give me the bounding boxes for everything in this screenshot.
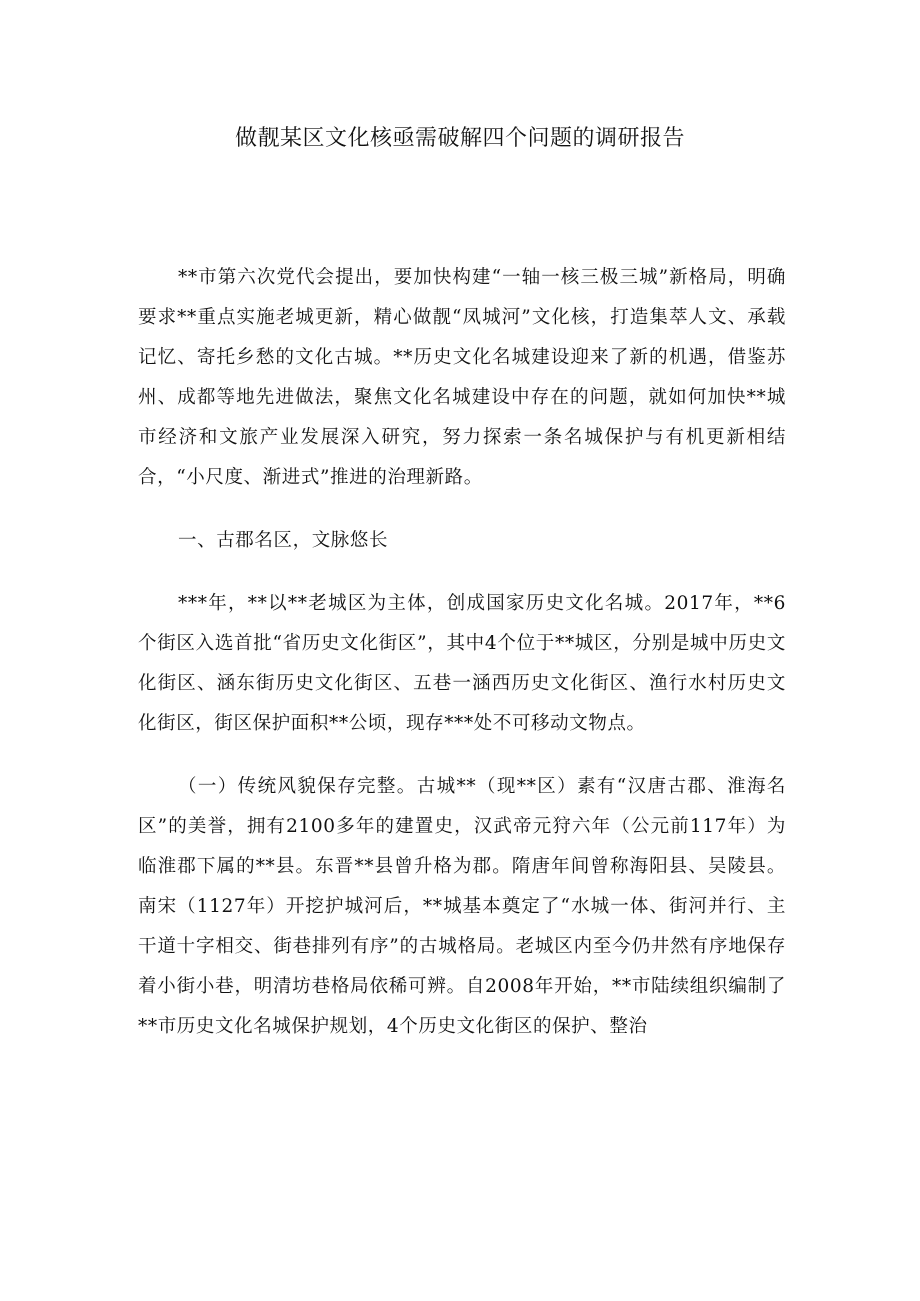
section-heading: 一、古郡名区，文脉悠长: [178, 530, 389, 551]
intro-paragraph: **市第六次党代会提出，要加快构建“一轴一核三极三城”新格局，明确要求**重点实施老城更新，精心做靓“凤城河”文化核，打造集萃人文、承载记忆、寄托乡愁的文化古城。**历史文化名城建设迎来了新的机遇，借鉴苏州、成都等地先进做法，聚焦文化名城建设中存在的问题，就如何加快**城市经济和文旅产业发展深入研究，努力探索一条名城保护与有机更新相结合，“小尺度、渐进式”推进的治理新路。: [138, 267, 786, 488]
document-title: 做靓某区文化核亟需破解四个问题的调研报告: [234, 126, 685, 151]
history-paragraph: ***年，**以**老城区为主体，创成国家历史文化名城。2017年，**6个街区入选首批“省历史文化街区”，其中4个位于**城区，分别是城中历史文化街区、涵东街历史文化街区、五巷一涵西历史文化街区、渔行水村历史文化街区，街区保护面积**公顷，现存***处不可移动文物点。: [138, 593, 786, 734]
document-body: [138, 258, 786, 1070]
subsection-paragraph: （一）传统风貌保存完整。古城**（现**区）素有“汉唐古郡、淮海名区”的美誉，拥有2100多年的建置史，汉武帝元狩六年（公元前117年）为临淮郡下属的**县。东晋**县曾升格为郡。隋唐年间曾称海阳县、吴陵县。南宋（1127年）开挖护城河后，**城基本奠定了“水城一体、街河并行、主干道十字相交、街巷排列有序”的古城格局。老城区内至今仍井然有序地保存着小街小巷，明清坊巷格局依稀可辨。自2008年开始，**市陆续组织编制了**市历史文化名城保护规划，4个历史文化街区的保护、整治: [138, 776, 786, 1037]
